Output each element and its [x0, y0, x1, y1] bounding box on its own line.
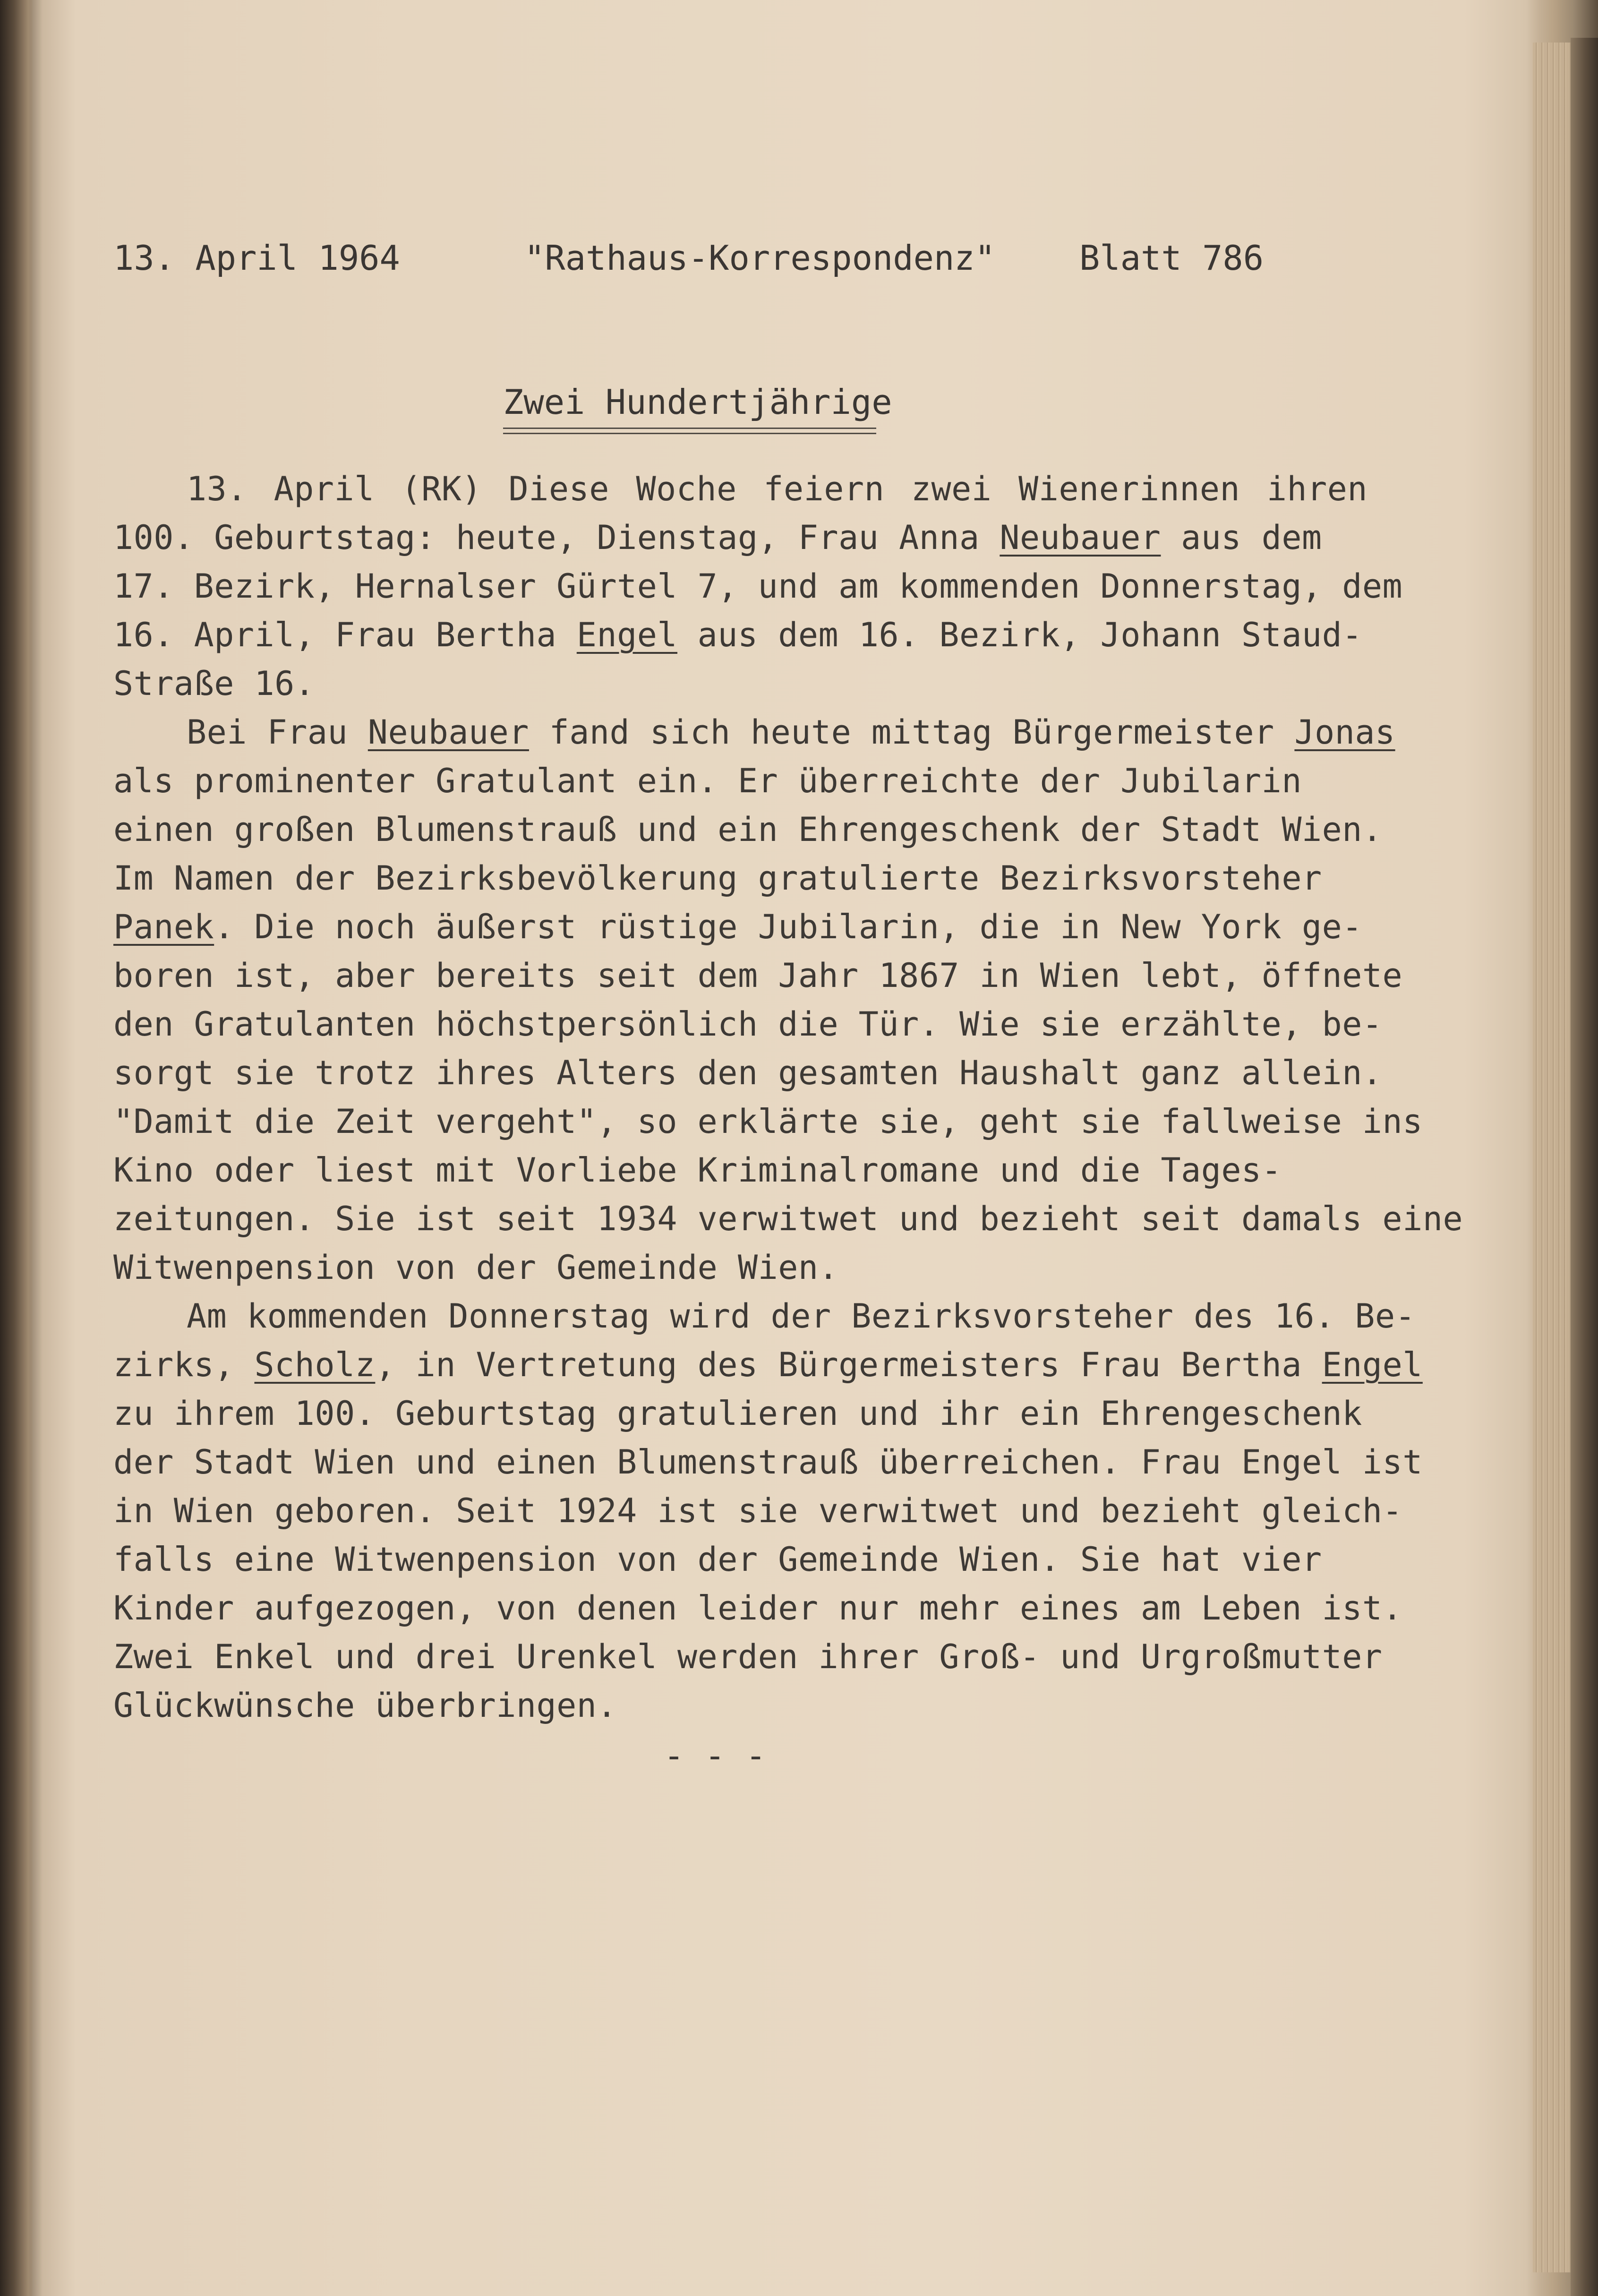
- p2-line-5: Panek. Die noch äußerst rüstige Jubilarin, die in New York ge-: [113, 908, 1362, 946]
- title-double-underline: [503, 428, 876, 434]
- book-gutter-left: [0, 0, 33, 2296]
- name-scholz: Scholz: [254, 1345, 376, 1384]
- p1-line-3: 17. Bezirk, Hernalser Gürtel 7, und am kommenden Donnerstag, dem: [113, 567, 1403, 606]
- page-stack-shadow: [1571, 38, 1598, 2296]
- name-neubauer: Neubauer: [367, 713, 529, 752]
- header-sheet-number: Blatt 786: [1079, 238, 1264, 278]
- p3-line-5: in Wien geboren. Seit 1924 ist sie verwitwet und bezieht gleich-: [113, 1491, 1403, 1530]
- p2-line-12: Witwenpension von der Gemeinde Wien.: [113, 1248, 839, 1287]
- p2-line-7: den Gratulanten höchstpersönlich die Tür. Wie sie erzählte, be-: [113, 1005, 1383, 1044]
- p2-line-4: Im Namen der Bezirksbevölkerung gratulierte Bezirksvorsteher: [113, 859, 1322, 898]
- p3-line-4: der Stadt Wien und einen Blumenstrauß überreichen. Frau Engel ist: [113, 1443, 1423, 1482]
- p3-line-7: Kinder aufgezogen, von denen leider nur mehr eines am Leben ist.: [113, 1589, 1403, 1628]
- p3-line-2: zirks, Scholz, in Vertretung des Bürgermeisters Frau Bertha Engel: [113, 1345, 1423, 1384]
- name-neubauer: Neubauer: [1000, 518, 1161, 557]
- p2-line-9: "Damit die Zeit vergeht", so erklärte sie, geht sie fallweise ins: [113, 1102, 1423, 1141]
- header-publication: "Rathaus-Korrespondenz": [524, 238, 995, 278]
- p2-line-3: einen großen Blumenstrauß und ein Ehrengeschenk der Stadt Wien.: [113, 810, 1383, 849]
- name-jonas: Jonas: [1294, 713, 1395, 752]
- p3-line-6: falls eine Witwenpension von der Gemeinde Wien. Sie hat vier: [113, 1540, 1322, 1579]
- p1-line-4: 16. April, Frau Bertha Engel aus dem 16. Bezirk, Johann Staud-: [113, 616, 1362, 654]
- p3-line-9: Glückwünsche überbringen.: [113, 1686, 617, 1725]
- article-title: Zwei Hundertjährige: [503, 382, 892, 422]
- name-panek: Panek: [113, 908, 214, 946]
- name-engel: Engel: [1322, 1345, 1423, 1384]
- p3-line-3: zu ihrem 100. Geburtstag gratulieren und ihr ein Ehrengeschenk: [113, 1394, 1362, 1433]
- p2-line-10: Kino oder liest mit Vorliebe Kriminalromane und die Tages-: [113, 1151, 1282, 1190]
- p2-line-11: zeitungen. Sie ist seit 1934 verwitwet und bezieht seit damals eine: [113, 1199, 1463, 1238]
- p2-line-6: boren ist, aber bereits seit dem Jahr 1867 in Wien lebt, öffnete: [113, 956, 1403, 995]
- end-of-article-mark: - - -: [664, 1736, 766, 1775]
- p1-line-5: Straße 16.: [113, 664, 315, 703]
- p1-line-1: 13. April (RK) Diese Woche feiern zwei Wienerinnen ihren: [187, 470, 1368, 508]
- p2-line-2: als prominenter Gratulant ein. Er überreichte der Jubilarin: [113, 762, 1302, 800]
- page-stack-edge: [1533, 43, 1571, 2272]
- p1-line-2: 100. Geburtstag: heute, Dienstag, Frau Anna Neubauer aus dem: [113, 518, 1322, 557]
- header-date: 13. April 1964: [113, 238, 400, 278]
- name-engel: Engel: [576, 616, 678, 654]
- p2-line-1: Bei Frau Neubauer fand sich heute mittag Bürgermeister Jonas: [187, 713, 1395, 752]
- p3-line-1: Am kommenden Donnerstag wird der Bezirksvorsteher des 16. Be-: [187, 1297, 1416, 1336]
- p3-line-8: Zwei Enkel und drei Urenkel werden ihrer Groß- und Urgroßmutter: [113, 1637, 1383, 1676]
- p2-line-8: sorgt sie trotz ihres Alters den gesamten Haushalt ganz allein.: [113, 1054, 1383, 1092]
